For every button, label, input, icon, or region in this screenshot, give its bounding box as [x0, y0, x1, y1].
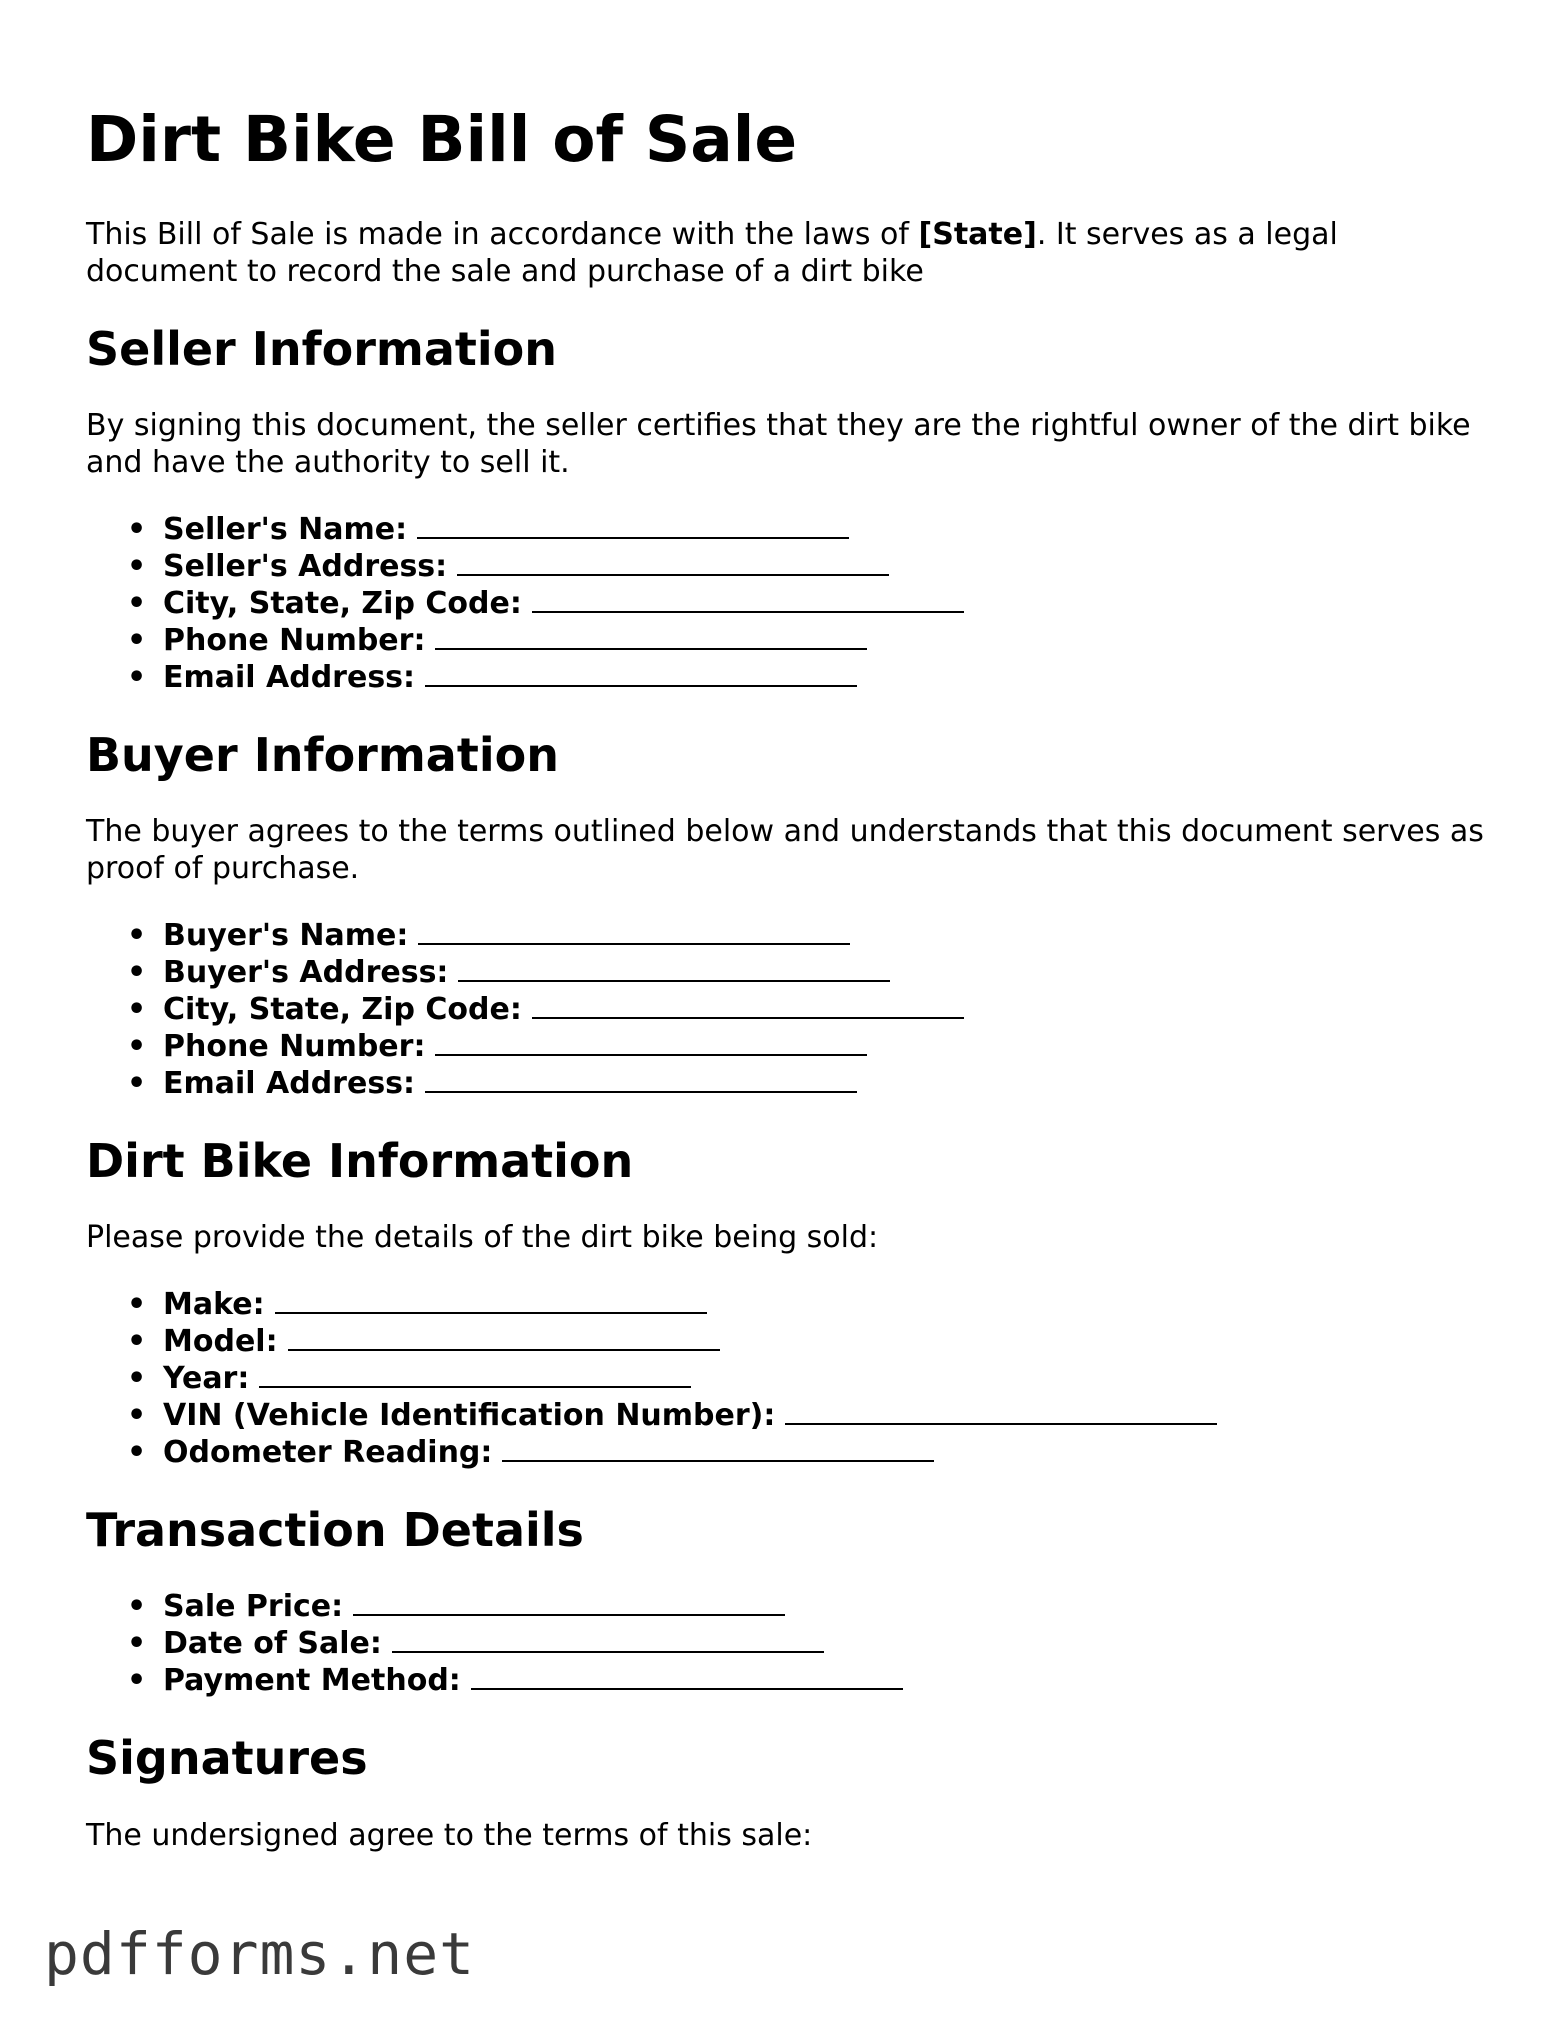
field-payment-method[interactable]: [86, 1662, 1486, 1699]
field-label: Buyer's Address:: [163, 954, 449, 990]
blank-line[interactable]: [458, 954, 890, 982]
bullet-icon: •: [127, 548, 147, 584]
bullet-icon: •: [127, 1361, 147, 1397]
signatures-heading: Signatures: [86, 1731, 368, 1786]
intro-paragraph: [86, 216, 1486, 290]
buyer-description: The buyer agrees to the terms outlined below and understands that this document serves as proof of purchase.: [86, 813, 1484, 886]
seller-section: [86, 322, 1486, 696]
buyer-heading: Buyer Information: [86, 727, 559, 782]
field-vin[interactable]: [86, 1397, 1486, 1434]
field-label: Date of Sale:: [163, 1626, 382, 1662]
blank-line[interactable]: [457, 548, 889, 576]
signatures-description: The undersigned agree to the terms of this sale:: [86, 1817, 813, 1853]
bullet-icon: •: [127, 991, 147, 1027]
field-label: Phone Number:: [163, 1028, 426, 1064]
field-seller-name[interactable]: [86, 511, 1486, 548]
field-buyer-city-state-zip[interactable]: [86, 991, 1486, 1028]
blank-line[interactable]: [425, 659, 857, 687]
field-label: City, State, Zip Code:: [163, 991, 522, 1027]
field-label: Email Address:: [163, 659, 416, 695]
field-label: Payment Method:: [163, 1663, 461, 1699]
field-buyer-phone[interactable]: [86, 1028, 1486, 1065]
field-label: Sale Price:: [163, 1589, 344, 1625]
bullet-icon: •: [127, 585, 147, 621]
watermark: pdfforms.net: [44, 1920, 476, 1988]
bullet-icon: •: [127, 1589, 147, 1625]
blank-line[interactable]: [275, 1286, 707, 1314]
transaction-field-list: [86, 1588, 1486, 1699]
field-label: Model:: [163, 1324, 278, 1360]
blank-line[interactable]: [288, 1323, 720, 1351]
bike-description: Please provide the details of the dirt bike being sold:: [86, 1220, 879, 1256]
field-label: VIN (Vehicle Identification Number):: [163, 1398, 776, 1434]
field-label: Year:: [163, 1361, 250, 1397]
transaction-section: [86, 1503, 1486, 1699]
bullet-icon: •: [127, 1663, 147, 1699]
field-label: Odometer Reading:: [163, 1435, 493, 1471]
bullet-icon: •: [127, 659, 147, 695]
buyer-field-list: [86, 917, 1486, 1102]
bullet-icon: •: [127, 1626, 147, 1662]
field-seller-email[interactable]: [86, 659, 1486, 696]
bullet-icon: •: [127, 954, 147, 990]
bullet-icon: •: [127, 1287, 147, 1323]
signatures-section: [86, 1731, 1486, 1853]
field-label: Email Address:: [163, 1065, 416, 1101]
seller-description: By signing this document, the seller certifies that they are the rightful owner of the dirt bike and have the authority to sell it.: [86, 407, 1471, 480]
bullet-icon: •: [127, 1435, 147, 1471]
field-seller-address[interactable]: [86, 548, 1486, 585]
bullet-icon: •: [127, 1398, 147, 1434]
bike-field-list: [86, 1286, 1486, 1471]
field-make[interactable]: [86, 1286, 1486, 1323]
page-title: Dirt Bike Bill of Sale: [86, 103, 798, 176]
bullet-icon: •: [127, 1028, 147, 1064]
field-label: Phone Number:: [163, 622, 426, 658]
bullet-icon: •: [127, 511, 147, 547]
intro-text-before: This Bill of Sale is made in accordance with the laws of: [86, 216, 919, 252]
blank-line[interactable]: [471, 1662, 903, 1690]
field-label: Make:: [163, 1287, 265, 1323]
bike-heading: Dirt Bike Information: [86, 1133, 634, 1188]
state-placeholder: [State]: [918, 216, 1037, 252]
bullet-icon: •: [127, 1324, 147, 1360]
transaction-heading: Transaction Details: [86, 1503, 584, 1558]
seller-heading: Seller Information: [86, 321, 558, 376]
field-label: City, State, Zip Code:: [163, 585, 522, 621]
field-buyer-address[interactable]: [86, 954, 1486, 991]
field-buyer-email[interactable]: [86, 1065, 1486, 1102]
bullet-icon: •: [127, 622, 147, 658]
field-label: Buyer's Name:: [163, 917, 409, 953]
blank-line[interactable]: [785, 1397, 1217, 1425]
blank-line[interactable]: [502, 1434, 934, 1462]
field-buyer-name[interactable]: [86, 917, 1486, 954]
intro-text-after: . It serves as a legal document to record the sale and purchase of a dirt bike: [86, 216, 1338, 289]
blank-line[interactable]: [418, 917, 850, 945]
buyer-section: [86, 728, 1486, 1102]
field-date-of-sale[interactable]: [86, 1625, 1486, 1662]
blank-line[interactable]: [392, 1625, 824, 1653]
bullet-icon: •: [127, 917, 147, 953]
blank-line[interactable]: [532, 585, 964, 613]
field-seller-city-state-zip[interactable]: [86, 585, 1486, 622]
field-label: Seller's Address:: [163, 548, 448, 584]
field-sale-price[interactable]: [86, 1588, 1486, 1625]
field-label: Seller's Name:: [163, 511, 408, 547]
blank-line[interactable]: [417, 511, 849, 539]
blank-line[interactable]: [435, 622, 867, 650]
field-seller-phone[interactable]: [86, 622, 1486, 659]
field-model[interactable]: [86, 1323, 1486, 1360]
blank-line[interactable]: [353, 1588, 785, 1616]
field-odometer[interactable]: [86, 1434, 1486, 1471]
field-year[interactable]: [86, 1360, 1486, 1397]
blank-line[interactable]: [435, 1028, 867, 1056]
document-page: [86, 102, 1486, 1884]
blank-line[interactable]: [425, 1065, 857, 1093]
bike-section: [86, 1134, 1486, 1471]
bullet-icon: •: [127, 1065, 147, 1101]
blank-line[interactable]: [532, 991, 964, 1019]
seller-field-list: [86, 511, 1486, 696]
blank-line[interactable]: [259, 1360, 691, 1388]
